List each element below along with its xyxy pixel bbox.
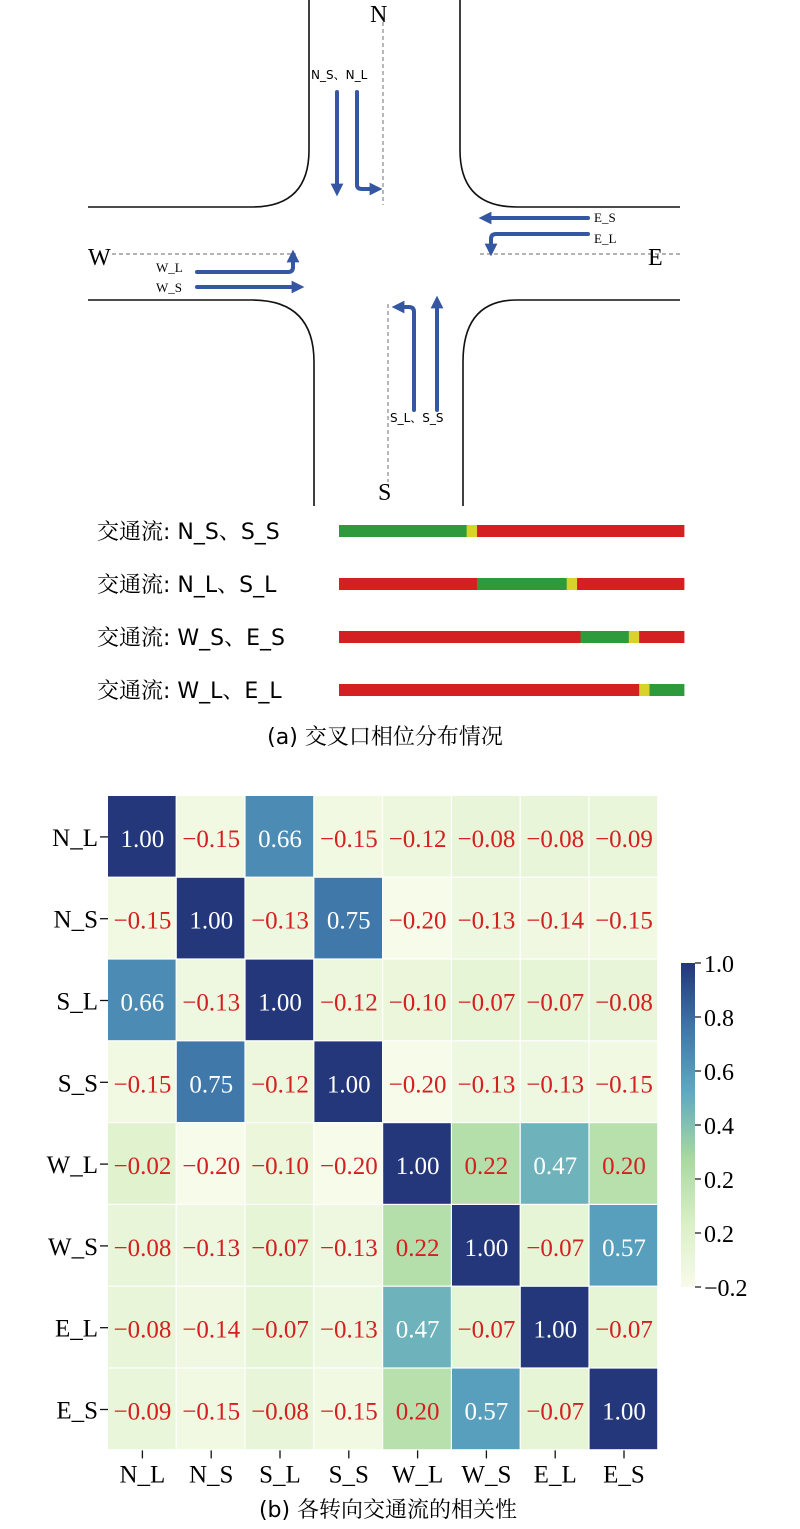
col-tick-label: S_S [328,1461,369,1489]
phase-segment-yellow [567,578,578,590]
cell-value-label: 0.20 [395,1398,440,1426]
cell-value-label: 0.66 [120,989,165,1017]
colorbar-tick-label: 0.6 [704,1060,734,1086]
cell-value-label: −0.15 [319,825,378,853]
cell-value-label: −0.02 [113,1153,172,1181]
cell-value-label: −0.12 [388,825,447,853]
road-edges [88,0,680,506]
east-label: E [648,245,663,271]
caption-a: (a) 交叉口相位分布情况 [267,725,503,750]
arrow-south-left [398,307,414,410]
colorbar-tick-label: 0.2 [704,1168,734,1194]
cell-value-label: 0.20 [602,1153,646,1181]
cell-value-label: −0.20 [388,1071,447,1099]
colorbar [681,952,748,1302]
phase-segment-red [339,578,477,590]
col-tick-label: W_L [391,1461,444,1489]
cell-value-label: −0.08 [457,825,516,853]
cell-value-label: −0.13 [526,1071,585,1099]
col-tick-label: N_S [188,1461,234,1489]
phase-segment-yellow [467,525,478,537]
cell-value-label: −0.15 [113,907,172,935]
west-label: W [88,245,111,271]
phase-segment-green [477,578,567,590]
cell-value-label: 0.47 [533,1153,578,1181]
cell-value-label: −0.07 [457,1316,516,1344]
cell-value-label: −0.08 [595,989,653,1017]
cell-value-label: −0.15 [182,825,241,853]
cell-value-label: −0.09 [595,825,653,853]
south-label: S [378,480,392,506]
cell-value-label: −0.12 [319,989,378,1017]
col-tick-label: N_L [119,1461,166,1489]
cell-value-label: −0.13 [182,989,241,1017]
cell-value-label: −0.13 [457,1071,516,1099]
colorbar-tick-label: 0.8 [704,1006,734,1032]
row-tick-label: N_L [52,824,98,852]
phase-diagram [97,520,684,704]
colorbar-tick-label: 0.4 [704,1114,734,1140]
cell-value-label: 1.00 [602,1398,646,1426]
col-tick-label: S_L [259,1461,301,1489]
phase-segment-yellow [629,631,640,643]
cell-value-label: −0.15 [182,1398,241,1426]
cell-value-label: 0.57 [602,1234,646,1262]
cell-value-label: −0.15 [319,1398,378,1426]
phase-segment-red [639,631,684,643]
cell-value-label: 0.47 [395,1316,440,1344]
cell-value-label: −0.12 [251,1071,309,1099]
cell-value-label: −0.15 [595,907,653,935]
north-flow-label: N_S、N_L [311,68,368,82]
cell-value-label: 0.66 [258,825,302,853]
arrow-east-left [491,234,588,250]
east-straight-label: E_S [594,210,616,225]
colorbar-tick-label: 0.2 [704,1222,734,1248]
row-tick-label: W_S [48,1233,98,1261]
colorbar-tick-label: −0.2 [704,1276,748,1302]
cell-value-label: −0.07 [251,1234,309,1262]
phase-label: 交通流: W_S、E_S [97,626,285,651]
cell-value-label: −0.20 [319,1153,378,1181]
colorbar-tick-label: 1.0 [704,952,734,978]
cell-value-label: −0.07 [526,1398,585,1426]
phase-segment-green [339,525,467,537]
col-tick-label: E_S [603,1461,645,1489]
cell-value-label: −0.20 [182,1153,241,1181]
cell-value-label: −0.07 [251,1316,309,1344]
cell-value-label: 1.00 [258,989,302,1017]
cell-value-label: 1.00 [464,1234,509,1262]
caption-b: (b) 各转向交通流的相关性 [258,1498,518,1523]
col-tick-label: W_S [461,1461,512,1489]
arrow-west-left [197,256,293,272]
cell-value-label: 1.00 [533,1316,578,1344]
row-tick-label: S_L [56,988,98,1016]
row-tick-label: N_S [53,906,98,934]
colorbar-gradient [681,963,695,1287]
cell-value-label: −0.08 [526,825,585,853]
phase-segment-red [577,578,684,590]
intersection-diagram [88,0,680,506]
cell-value-label: −0.15 [595,1071,653,1099]
cell-value-label: −0.15 [113,1071,172,1099]
cell-value-label: −0.10 [251,1153,309,1181]
cell-value-label: −0.07 [595,1316,653,1344]
cell-value-label: 1.00 [120,825,165,853]
phase-label: 交通流: W_L、E_L [97,679,282,704]
north-label: N [370,2,388,28]
cell-value-label: 1.00 [326,1071,371,1099]
cell-value-label: −0.09 [113,1398,172,1426]
row-tick-label: S_S [57,1070,98,1098]
phase-segment-yellow [639,684,650,696]
arrow-north-left [357,92,376,189]
cell-value-label: 1.00 [189,907,234,935]
phase-segment-green [581,631,630,643]
cell-value-label: −0.08 [113,1316,172,1344]
west-straight-label: W_S [156,280,182,295]
cell-value-label: −0.13 [457,907,516,935]
cell-value-label: −0.07 [526,989,585,1017]
cell-value-label: 0.57 [464,1398,509,1426]
cell-value-label: −0.20 [388,907,447,935]
cell-value-label: −0.13 [182,1234,241,1262]
cell-value-label: −0.08 [251,1398,309,1426]
cell-value-label: −0.08 [113,1234,172,1262]
cell-value-label: 0.22 [395,1234,440,1262]
cell-value-label: −0.14 [182,1316,241,1344]
phase-label: 交通流: N_S、S_S [97,520,280,545]
cell-value-label: −0.13 [251,907,309,935]
row-tick-label: E_L [54,1315,98,1343]
east-left-label: E_L [594,231,617,246]
cell-value-label: −0.14 [526,907,585,935]
row-tick-label: W_L [46,1152,98,1180]
phase-segment-red [339,631,581,643]
col-tick-label: E_L [533,1461,577,1489]
phase-label: 交通流: N_L、S_L [97,573,277,598]
correlation-heatmap [47,796,658,1488]
cell-value-label: −0.07 [457,989,516,1017]
phase-segment-red [477,525,684,537]
cell-value-label: −0.10 [388,989,447,1017]
phase-segment-green [650,684,685,696]
west-left-label: W_L [156,260,183,275]
cell-value-label: 0.75 [189,1071,234,1099]
cell-value-label: 0.75 [326,907,371,935]
phase-segment-red [339,684,640,696]
cell-value-label: −0.07 [526,1234,585,1262]
cell-value-label: −0.13 [319,1234,378,1262]
row-tick-label: E_S [56,1397,98,1425]
cell-value-label: 0.22 [464,1153,509,1181]
south-flow-label: S_L、S_S [390,411,444,425]
cell-value-label: 1.00 [395,1153,440,1181]
cell-value-label: −0.13 [319,1316,378,1344]
movement-arrows [197,92,588,410]
